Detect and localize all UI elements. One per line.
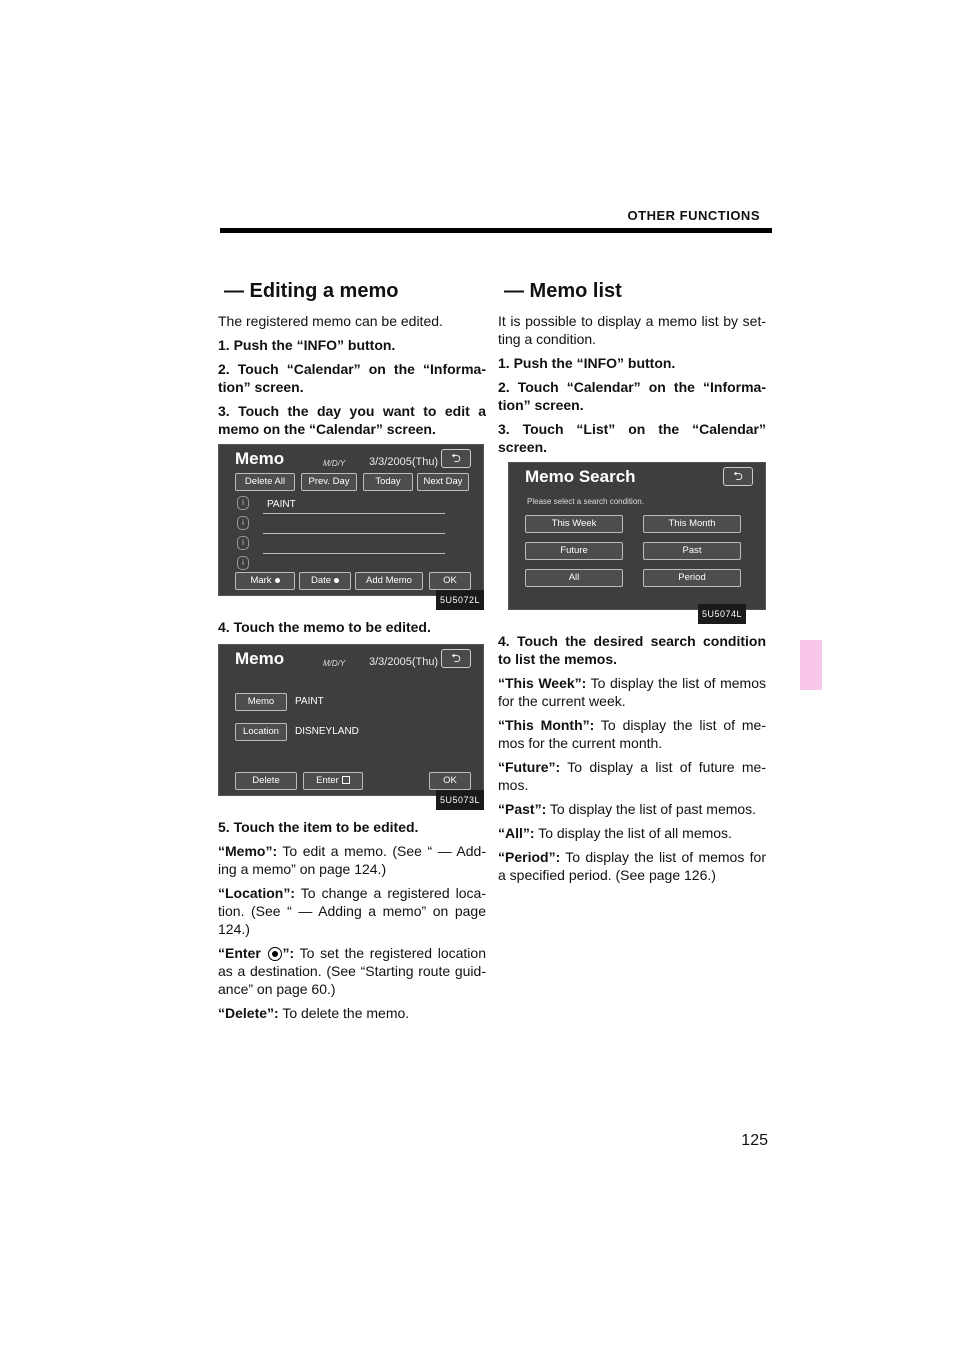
mark-button[interactable]: Mark xyxy=(235,572,295,590)
back-arrow-icon[interactable]: ⮌ xyxy=(441,649,471,668)
term-label: “This Week”: xyxy=(498,675,587,691)
memo-row-line[interactable] xyxy=(263,513,445,514)
memo-mark-icon: i xyxy=(237,556,249,570)
step-3: 3. Touch “List” on the “Calendar” screen. xyxy=(498,421,766,455)
left-column xyxy=(218,282,486,1028)
ok-button[interactable]: OK xyxy=(429,572,471,590)
joystick-dot-icon xyxy=(275,578,280,583)
step-1: 1. Push the “INFO” button. xyxy=(218,337,396,353)
memo-search-screenshot xyxy=(508,462,766,619)
joystick-dot-icon xyxy=(334,578,339,583)
section-title-memo-list: — Memo list xyxy=(504,280,622,302)
memo-calendar-screenshot xyxy=(218,444,484,605)
date-format: M/D/Y xyxy=(323,659,346,668)
term-description: To display the list of memos for a specified period. (See page 126.) xyxy=(498,849,766,883)
memo-value: PAINT xyxy=(295,696,324,707)
item-delete xyxy=(218,1004,486,1022)
step-2: 2. Touch “Calendar” on the “Informa-tion” screen. xyxy=(218,361,486,395)
step-3: 3. Touch the day you want to edit a memo on the “Calendar” screen. xyxy=(218,403,486,437)
memo-row-line[interactable] xyxy=(263,533,445,534)
term-label: “Period”: xyxy=(498,849,561,865)
enter-joystick-icon xyxy=(268,947,282,961)
back-arrow-icon[interactable]: ⮌ xyxy=(441,449,471,468)
intro-text: The registered memo can be edited. xyxy=(218,313,443,329)
screen-date: 3/3/2005(Thu) xyxy=(369,656,439,668)
intro-text: It is possible to display a memo list by set-ting a condition. xyxy=(498,313,766,347)
step-4: 4. Touch the memo to be edited. xyxy=(218,619,431,635)
figure-code: 5U5074L xyxy=(698,604,746,624)
term-label: “This Month”: xyxy=(498,717,595,733)
enter-button[interactable]: Enter xyxy=(303,772,363,790)
step-1: 1. Push the “INFO” button. xyxy=(498,355,676,371)
memo-button[interactable]: Memo xyxy=(235,693,287,711)
date-button[interactable]: Date xyxy=(299,572,351,590)
term-description: To delete the memo. xyxy=(278,1005,410,1021)
term-description: To display the list of all memos. xyxy=(534,825,732,841)
item-this-month xyxy=(498,716,766,752)
term-label: “All”: xyxy=(498,825,535,841)
item-all xyxy=(498,824,766,842)
page-number: 125 xyxy=(741,1132,768,1149)
term-description: To change a registered loca-tion. (See “ — Adding a memo” on page 124.) xyxy=(218,885,486,937)
ok-button[interactable]: OK xyxy=(429,772,471,790)
next-day-button[interactable]: Next Day xyxy=(417,473,469,491)
item-location xyxy=(218,884,486,938)
header-rule xyxy=(220,228,772,233)
screen-date: 3/3/2005(Thu) xyxy=(369,456,439,468)
section-thumb-tab xyxy=(800,640,822,690)
all-button[interactable]: All xyxy=(525,569,623,587)
term-description: To set the registered location as a destination. (See “Starting route guid-ance” on page 60.) xyxy=(218,945,486,997)
term-label: “Future”: xyxy=(498,759,561,775)
item-this-week xyxy=(498,674,766,710)
location-button[interactable]: Location xyxy=(235,723,287,741)
location-value: DISNEYLAND xyxy=(295,726,359,737)
figure-code: 5U5073L xyxy=(436,790,484,810)
item-period xyxy=(498,848,766,884)
term-description: To display the list of me-mos for the current month. xyxy=(498,717,766,751)
screen-title: Memo Search xyxy=(525,467,636,486)
joystick-enter-icon xyxy=(342,776,350,784)
future-button[interactable]: Future xyxy=(525,542,623,560)
term-description: To display the list of memos for the current week. xyxy=(498,675,766,709)
back-arrow-icon[interactable]: ⮌ xyxy=(723,467,753,486)
search-prompt: Please select a search condition. xyxy=(527,497,644,506)
step-2: 2. Touch “Calendar” on the “Informa-tion” screen. xyxy=(498,379,766,413)
today-button[interactable]: Today xyxy=(363,473,413,491)
this-week-button[interactable]: This Week xyxy=(525,515,623,533)
add-memo-button[interactable]: Add Memo xyxy=(355,572,423,590)
term-description: To display a list of future me-mos. xyxy=(498,759,766,793)
term-label: “Location”: xyxy=(218,885,295,901)
figure-code: 5U5072L xyxy=(436,590,484,610)
memo-mark-icon: i xyxy=(237,536,249,550)
delete-button[interactable]: Delete xyxy=(235,772,297,790)
right-column xyxy=(498,282,766,890)
term-label: “Delete”: xyxy=(218,1005,279,1021)
term-description: To display the list of past memos. xyxy=(546,801,757,817)
term-label: “Memo”: xyxy=(218,843,278,859)
date-format: M/D/Y xyxy=(323,459,346,468)
this-month-button[interactable]: This Month xyxy=(643,515,741,533)
memo-mark-icon: i xyxy=(237,496,249,510)
step-5: 5. Touch the item to be edited. xyxy=(218,819,419,835)
running-header: OTHER FUNCTIONS xyxy=(627,208,760,223)
item-memo xyxy=(218,842,486,878)
item-enter xyxy=(218,944,486,998)
delete-all-button[interactable]: Delete All xyxy=(235,473,295,491)
step-4: 4. Touch the desired search condition to list the memos. xyxy=(498,633,766,667)
memo-detail-screenshot xyxy=(218,644,484,805)
memo-row-line[interactable] xyxy=(263,553,445,554)
term-label: “Enter ”: xyxy=(218,945,295,961)
item-past xyxy=(498,800,766,818)
prev-day-button[interactable]: Prev. Day xyxy=(301,473,357,491)
memo-mark-icon: i xyxy=(237,516,249,530)
past-button[interactable]: Past xyxy=(643,542,741,560)
item-future xyxy=(498,758,766,794)
section-title-editing-memo: — Editing a memo xyxy=(224,280,399,302)
memo-row-text: PAINT xyxy=(267,499,296,510)
period-button[interactable]: Period xyxy=(643,569,741,587)
screen-title: Memo xyxy=(235,449,285,468)
term-description: To edit a memo. (See “ — Add-ing a memo” on page 124.) xyxy=(218,843,486,877)
term-label: “Past”: xyxy=(498,801,547,817)
screen-title: Memo xyxy=(235,649,285,668)
